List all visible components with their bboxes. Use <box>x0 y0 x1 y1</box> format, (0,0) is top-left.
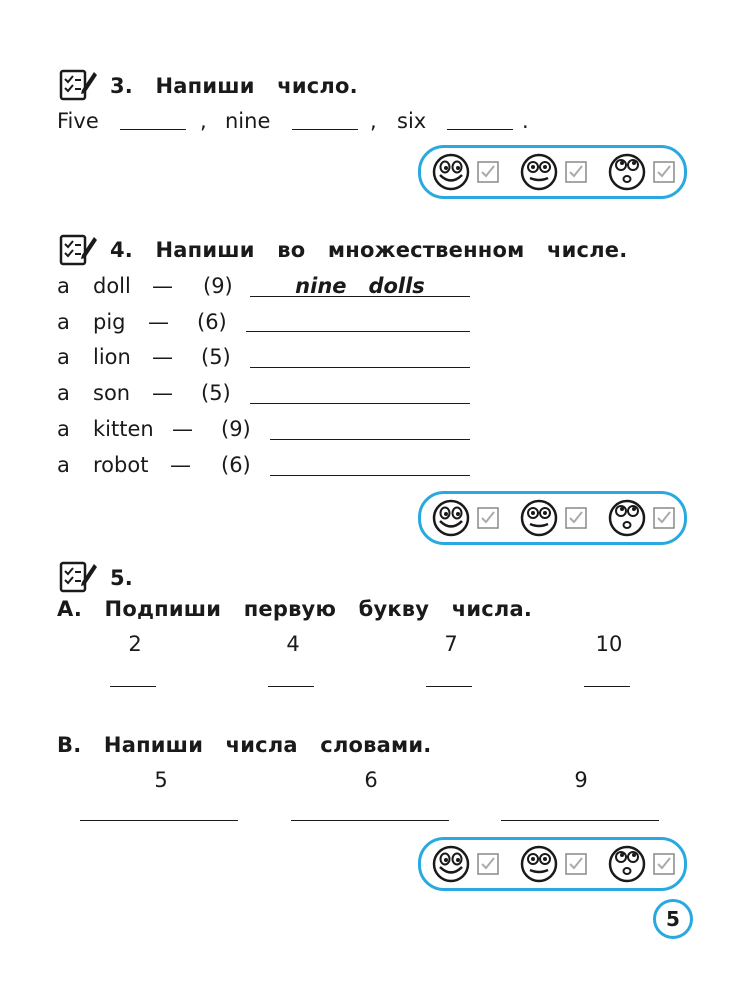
self-check-checkbox[interactable] <box>653 161 675 183</box>
task3-sep-2: , <box>370 109 377 133</box>
self-check-checkbox[interactable] <box>565 853 587 875</box>
task4-answer-line[interactable] <box>270 439 470 440</box>
task4-answer-line[interactable] <box>250 296 470 297</box>
self-check-checkbox[interactable] <box>565 161 587 183</box>
confused-face-icon <box>607 844 647 884</box>
task5-partA-number: 10 <box>595 632 623 656</box>
task3-answer-line-2[interactable] <box>292 129 358 130</box>
task3-answer-line-3[interactable] <box>447 129 513 130</box>
task4-noun: son <box>93 381 131 405</box>
happy-face-icon <box>431 498 471 538</box>
task5-partB-title: B. Напиши числа словами. <box>57 733 432 757</box>
task5-title: 5. <box>110 566 133 590</box>
self-check-checkbox[interactable] <box>477 507 499 529</box>
happy-face-icon <box>431 152 471 192</box>
task4-dash: — <box>152 381 173 405</box>
confused-face-icon <box>607 152 647 192</box>
task4-article: a <box>57 453 70 477</box>
confused-face-icon <box>607 498 647 538</box>
task4-answer-line[interactable] <box>250 367 470 368</box>
task4-count: (6) <box>197 310 227 334</box>
task5-partB-answer-line[interactable] <box>80 820 238 821</box>
happy-face-icon <box>431 844 471 884</box>
task4-article: a <box>57 345 70 369</box>
task4-dash: — <box>148 310 169 334</box>
task3-word-2: nine <box>225 109 271 133</box>
task4-noun: doll <box>93 274 131 298</box>
task5-partA-title: A. Подпиши первую букву числа. <box>57 597 533 621</box>
task3-answer-line-1[interactable] <box>120 129 186 130</box>
task4-count: (5) <box>201 381 231 405</box>
task5-partA-number: 7 <box>444 632 458 656</box>
self-assessment-box <box>418 491 687 545</box>
self-check-checkbox[interactable] <box>565 507 587 529</box>
self-assessment-box <box>418 837 687 891</box>
task4-noun: lion <box>93 345 131 369</box>
task4-count: (6) <box>221 453 251 477</box>
task3-word-1: Five <box>57 109 99 133</box>
task5-partA-answer-line[interactable] <box>584 686 630 687</box>
task5-partA-answer-line[interactable] <box>268 686 314 687</box>
task-icon <box>58 66 98 102</box>
task4-noun: kitten <box>93 417 154 441</box>
task5-partB-number: 9 <box>574 768 588 792</box>
task4-dash: — <box>172 417 193 441</box>
task4-title: 4. Напиши во множественном числе. <box>110 238 628 262</box>
task4-count: (5) <box>201 345 231 369</box>
task5-partA-answer-line[interactable] <box>110 686 156 687</box>
task4-count: (9) <box>203 274 233 298</box>
task3-sep-1: , <box>200 109 207 133</box>
task4-answer-line[interactable] <box>270 475 470 476</box>
task5-partA-number: 2 <box>128 632 142 656</box>
self-check-checkbox[interactable] <box>653 507 675 529</box>
task4-noun: robot <box>93 453 149 477</box>
task4-article: a <box>57 417 70 441</box>
neutral-face-icon <box>519 498 559 538</box>
task4-sample-answer: nine dolls <box>295 274 425 298</box>
self-assessment-box <box>418 145 687 199</box>
task4-dash: — <box>152 274 173 298</box>
self-check-checkbox[interactable] <box>653 853 675 875</box>
task5-partA-answer-line[interactable] <box>426 686 472 687</box>
task5-partB-number: 5 <box>154 768 168 792</box>
task5-partB-answer-line[interactable] <box>291 820 449 821</box>
task3-sep-3: . <box>522 109 529 133</box>
neutral-face-icon <box>519 152 559 192</box>
task4-dash: — <box>152 345 173 369</box>
page-number: 5 <box>653 899 693 939</box>
task4-article: a <box>57 310 70 334</box>
task4-count: (9) <box>221 417 251 441</box>
task3-title: 3. Напиши число. <box>110 74 358 98</box>
neutral-face-icon <box>519 844 559 884</box>
task4-article: a <box>57 381 70 405</box>
task4-article: a <box>57 274 70 298</box>
task-icon <box>58 558 98 594</box>
self-check-checkbox[interactable] <box>477 853 499 875</box>
task5-partB-number: 6 <box>364 768 378 792</box>
task4-dash: — <box>170 453 191 477</box>
task4-answer-line[interactable] <box>246 331 470 332</box>
task4-answer-line[interactable] <box>250 403 470 404</box>
task5-partA-number: 4 <box>286 632 300 656</box>
task4-noun: pig <box>93 310 126 334</box>
self-check-checkbox[interactable] <box>477 161 499 183</box>
task5-partB-answer-line[interactable] <box>501 820 659 821</box>
task3-word-3: six <box>397 109 427 133</box>
task-icon <box>58 231 98 267</box>
